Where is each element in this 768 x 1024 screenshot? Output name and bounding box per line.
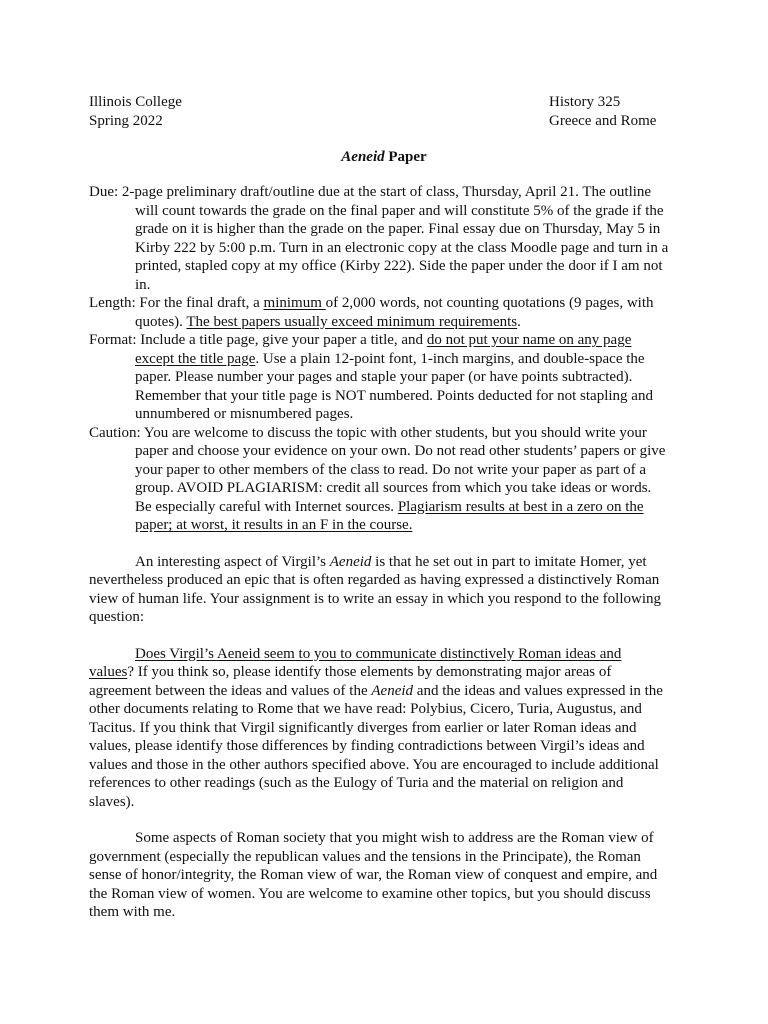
- format-section: [89, 331, 669, 424]
- question-text-2: and the ideas and values expressed in the other documents relating to Rome that we have read: Polybius, Cicero, Turia, Augustus, and Tacitus. If you think that Virgil significantly diverges from earlier or later Roman ideas and values, please identify those differences by finding contradictions between Virgil’s ideas and values and those in the other authors specified above. You are encouraged to include additional references to other readings (such as the Eulogy of Turia and the material on religion and slaves).: [89, 682, 663, 810]
- question-underline: Does Virgil’s Aeneid seem to you to communicate distinctively Roman ideas and values: [89, 645, 622, 680]
- course-title: Greece and Rome: [549, 112, 657, 129]
- caution-section: [89, 424, 669, 535]
- caution-text-1: You are welcome to discuss the topic with other students, but you should write your paper and choose your evidence on your own. Do not read other students’ papers or give your paper to other members of the class to read. Do not write your paper as part of a group. AVOID PLAGIARISM: credit all sources from which you take ideas or words. Be especially careful with Internet sources.: [135, 424, 666, 515]
- course-number: History 325: [549, 94, 621, 110]
- term: Spring 2022: [89, 112, 163, 129]
- topics-paragraph: [89, 829, 669, 922]
- spacer: [89, 627, 669, 645]
- topics-text: Some aspects of Roman society that you might wish to address are the Roman view of government (especially the republican values and the tensions in the Principate), the Roman sense of honor/integrity, the Roman view of war, the Roman view of conquest and empire, and the Roman view of women. You are welcome to examine other topics, but you should discuss them with me.: [89, 830, 658, 920]
- length-text-2: of 2,000 words, not counting quotations (9 pages, with quotes).: [135, 295, 654, 330]
- format-label: Format:: [89, 332, 137, 348]
- length-text-1: For the final draft, a: [135, 295, 264, 311]
- institution-name: Illinois College: [89, 94, 182, 110]
- caution-label: Caution:: [89, 424, 141, 441]
- format-text-2: . Use a plain 12-point font, 1-inch margins, and double-space the paper. Please number your pages and staple your paper (or have points subtracted). Remember that your title page is NOT numbered. Points deducted for not stapling and unnumbered or misnumbered pages.: [135, 350, 653, 422]
- spacer: [89, 535, 669, 553]
- intro-text-1: An interesting aspect of Virgil’s: [135, 553, 330, 570]
- question-text-1: ? If you think so, please identify those elements by demonstrating major areas of agreement between the ideas and values of the: [89, 664, 612, 699]
- spacer: [89, 811, 669, 829]
- header-left: [89, 93, 182, 130]
- due-label: Due:: [89, 184, 119, 200]
- question-paragraph: [89, 645, 669, 812]
- header-right: [549, 93, 656, 130]
- intro-italic-aeneid: Aeneid: [329, 553, 372, 570]
- intro-paragraph: [89, 553, 669, 627]
- title-italic: Aeneid: [341, 149, 385, 165]
- caution-underline-1: Plagiarism results at best in a zero on the paper; at worst, it results in an F in the course.: [135, 498, 644, 533]
- document-body: [89, 183, 669, 922]
- length-text-3: .: [517, 313, 521, 330]
- length-underline-2: The best papers usually exceed minimum requirements: [186, 313, 518, 330]
- length-section: [89, 294, 669, 331]
- due-text: 2-page preliminary draft/outline due at the start of class, Thursday, April 21. The outline will count towards the grade on the final paper and will constitute 5% of the grade if the grade on it is higher than the grade on the paper. Final essay due on Thursday, May 5 in Kirby 222 by 5:00 p.m. Turn in an electronic copy at the class Moodle page and turn in a printed, stapled copy at my office (Kirby 222). Side the paper under the door if I am not in.: [118, 184, 669, 293]
- title-rest: Paper: [384, 149, 427, 165]
- length-underline-1: minimum: [263, 295, 326, 311]
- format-text-1: Include a title page, give your paper a title, and: [136, 332, 427, 348]
- document-title: [0, 148, 768, 167]
- due-section: [89, 183, 669, 294]
- question-italic-aeneid: Aeneid: [371, 682, 414, 699]
- length-label: Length:: [89, 295, 136, 311]
- intro-text-2: is that he set out in part to imitate Homer, yet nevertheless produced an epic that is often regarded as having expressed a distinctively Roman view of human life. Your assignment is to write an essay in which you respond to the following question:: [89, 553, 662, 625]
- format-underline-1: do not put your name on any page except the title page: [135, 332, 632, 367]
